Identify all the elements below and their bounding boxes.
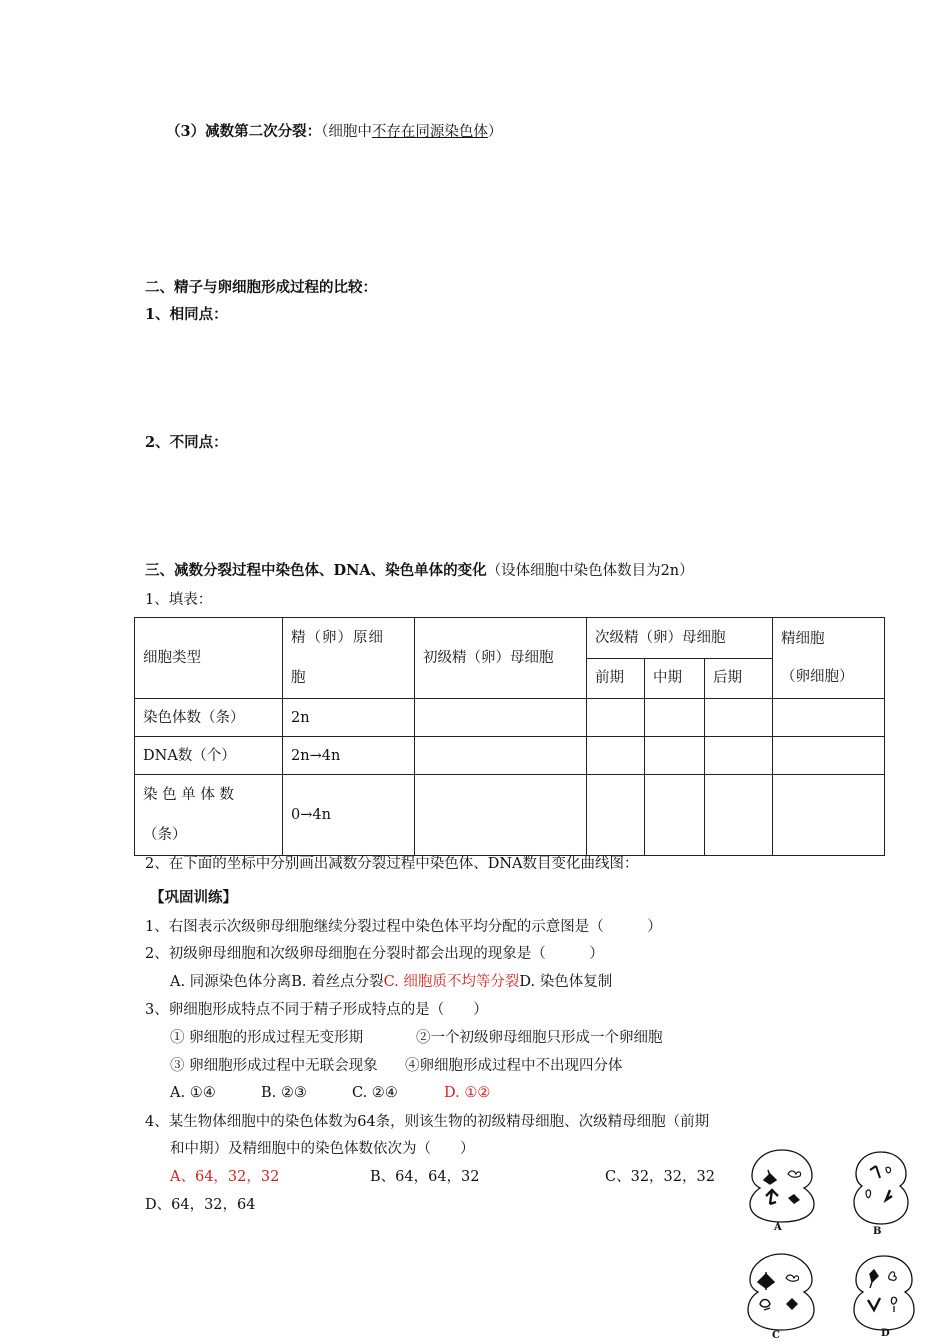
header-origin-line2: 胞 — [291, 670, 306, 686]
section3-heading — [145, 561, 694, 581]
practice-title: 【巩固训练】 — [150, 889, 237, 906]
question-1: 1、右图表示次级卵母细胞继续分裂过程中染色体平均分配的示意图是（ ） — [145, 919, 662, 935]
header-cell-sperm — [773, 618, 885, 699]
meiosis2-note-close: ） — [487, 124, 503, 140]
row-label-dna: DNA数（个） — [135, 737, 283, 775]
q2-option-d: D. 染色体复制 — [519, 974, 613, 990]
q3-option-d: D. ①② — [444, 1085, 491, 1101]
row-value-dna: 2n→4n — [283, 737, 415, 775]
question-4-line2: 和中期）及精细胞中的染色体数依次为（ ） — [170, 1141, 475, 1157]
q3-statement-1: ① 卵细胞的形成过程无变形期 — [170, 1030, 364, 1046]
row-label-chromatid — [135, 775, 283, 856]
q2-option-c: C. 细胞质不均等分裂 — [383, 974, 520, 990]
row-value-chromatid: 0→4n — [283, 775, 415, 856]
q3-option-a: A. ①④ — [170, 1085, 216, 1101]
figure-label-b: B — [873, 1226, 882, 1237]
table-row — [135, 699, 885, 737]
section3-title: 三、减数分裂过程中染色体、DNA、染色单体的变化 — [145, 562, 487, 579]
row-label-chromosome: 染色体数（条） — [135, 699, 283, 737]
subheader-prophase: 前期 — [587, 658, 645, 699]
header-sperm-line1: 精细胞 — [781, 631, 825, 647]
table-row — [135, 775, 885, 856]
draw-curve-label: 2、在下面的坐标中分别画出减数分裂过程中染色体、DNA数目变化曲线图： — [145, 856, 639, 872]
header-cell-origin — [283, 618, 415, 699]
row-label-chromatid-line1: 染 色 单 体 数 — [143, 787, 234, 803]
q4-option-a: A、64，32，32 — [170, 1169, 280, 1185]
row-value-chromosome: 2n — [283, 699, 415, 737]
section2-diff: 2、不同点： — [145, 434, 228, 451]
question-4-line1: 4、某生物体细胞中的染色体数为64条，则该生物的初级精母细胞、次级精母细胞（前期 — [145, 1114, 710, 1130]
question-2: 2、初级卵母细胞和次级卵母细胞在分裂时都会出现的现象是（ ） — [145, 946, 604, 962]
q4-option-c: C、32，32，32 — [605, 1169, 715, 1185]
q2-option-a: A. 同源染色体分离 — [170, 974, 292, 990]
q4-option-d: D、64，32，64 — [145, 1197, 256, 1213]
meiosis2-note-open: （细胞中 — [321, 124, 372, 140]
q3-statement-4: ④卵细胞形成过程中不出现四分体 — [405, 1058, 623, 1074]
subheader-anaphase: 后期 — [705, 658, 773, 699]
q3-statement-3: ③ 卵细胞形成过程中无联会现象 — [170, 1058, 378, 1074]
cell-b-diagram — [846, 1146, 916, 1228]
section2-same: 1、相同点： — [145, 306, 228, 323]
question-3: 3、卵细胞形成特点不同于精子形成特点的是（ ） — [145, 1002, 488, 1018]
subheader-metaphase: 中期 — [645, 658, 705, 699]
q3-option-c: C. ②④ — [352, 1085, 398, 1101]
cell-d-diagram — [848, 1248, 920, 1334]
meiosis2-note-underlined: 不存在同源染色体 — [371, 124, 488, 140]
figure-label-c: C — [772, 1330, 780, 1341]
q3-option-b: B. ②③ — [261, 1085, 307, 1101]
figure-label-d: D — [881, 1328, 890, 1339]
cell-c-diagram — [744, 1248, 818, 1334]
meiosis2-label: （3）减数第二次分裂： — [166, 123, 322, 140]
fill-table — [134, 617, 885, 856]
header-cell-primary: 初级精（卵）母细胞 — [415, 618, 587, 699]
q2-option-b: B. 着丝点分裂 — [291, 974, 384, 990]
section2-title: 二、精子与卵细胞形成过程的比较： — [145, 279, 377, 296]
q4-option-b: B、64，64，32 — [370, 1169, 480, 1185]
cell-division-figure — [742, 1140, 922, 1344]
q3-statement-2: ②一个初级卵母细胞只形成一个卵细胞 — [416, 1030, 663, 1046]
section3-note: （设体细胞中染色体数目为2n） — [486, 563, 694, 579]
header-sperm-line2: （卵细胞） — [781, 669, 854, 685]
figure-label-a: A — [774, 1222, 782, 1233]
header-cell-secondary: 次级精（卵）母细胞 — [587, 618, 773, 659]
table-row — [135, 737, 885, 775]
meiosis2-heading — [166, 122, 502, 142]
header-origin-line1: 精（卵）原细 — [291, 630, 384, 646]
row-label-chromatid-line2: （条） — [143, 827, 187, 843]
cell-a-diagram — [746, 1144, 818, 1226]
header-cell-type: 细胞类型 — [135, 618, 283, 699]
fill-table-label: 1、填表： — [145, 592, 213, 608]
question-2-options — [170, 972, 612, 992]
